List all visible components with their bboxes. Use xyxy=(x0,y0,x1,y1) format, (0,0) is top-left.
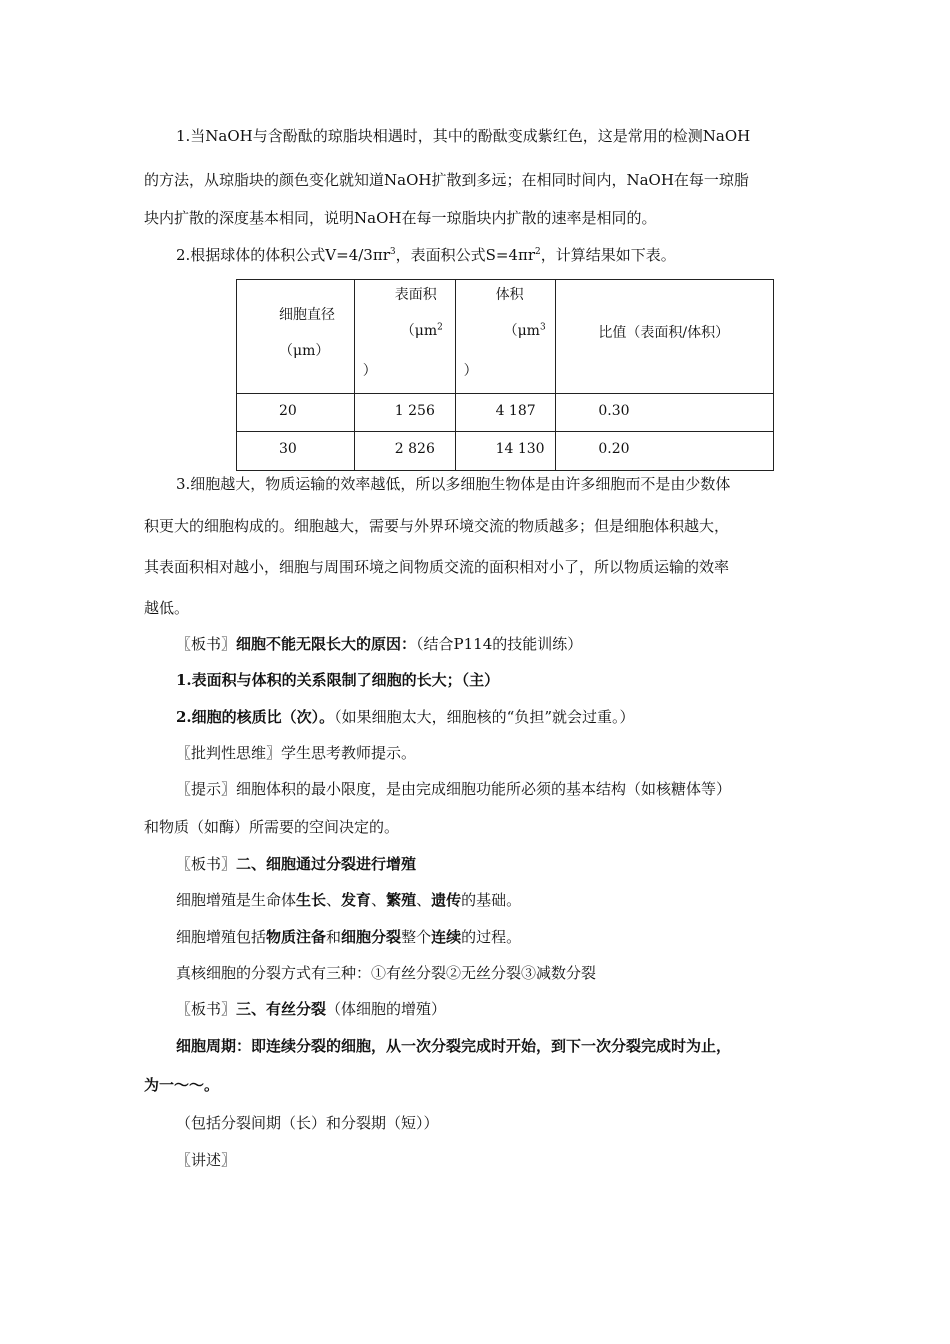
paragraph-1-line-1: 1.当NaOH与含酚酞的琼脂块相遇时，其中的酚酞变成紫红色，这是常用的检测NaOH xyxy=(176,127,751,145)
board-heading: 二、细胞通过分裂进行增殖 xyxy=(236,855,417,873)
board-note-1 xyxy=(176,634,582,654)
superscript-2: 2 xyxy=(535,247,541,257)
header-surface-label: 表面积 xyxy=(394,287,437,303)
paragraph-3-line-3: 其表面积相对越小，细胞与周围环境之间物质交流的面积相对小了，所以物质运输的效率 xyxy=(144,558,730,576)
header-diameter xyxy=(237,280,355,394)
header-volume-unit-text: （μm xyxy=(503,323,540,339)
header-ratio xyxy=(556,280,774,394)
reason-1 xyxy=(176,670,499,690)
table-cell xyxy=(455,394,556,432)
keyword: 细胞分裂 xyxy=(341,928,402,946)
text-segment: 细胞增殖包括 xyxy=(176,928,267,946)
header-surface-sup: 2 xyxy=(437,322,443,333)
paragraph-3-line-2: 积更大的细胞构成的。细胞越大，需要与外界环境交流的物质越多；但是细胞体积越大， xyxy=(144,517,730,535)
superscript-3: 3 xyxy=(389,247,396,257)
cell-volume: 14 130 xyxy=(495,441,545,457)
cell-diameter: 20 xyxy=(279,403,297,419)
text-segment: 整个 xyxy=(401,928,432,946)
paragraph-1-line-2: 的方法，从琼脂块的颜色变化就知道NaOH扩散到多远；在相同时间内，NaOH在每一琼脂 xyxy=(144,171,749,189)
proliferation-line-1 xyxy=(176,890,521,910)
formula-area: ，表面积公式S=4πr xyxy=(395,246,536,264)
cell-cycle-line-1 xyxy=(176,1036,731,1056)
cell-volume: 4 187 xyxy=(495,403,536,419)
cell-cycle-line-2 xyxy=(144,1075,219,1095)
paragraph-2 xyxy=(176,245,676,265)
table-cell xyxy=(455,432,556,471)
cell-cycle-definition: 细胞周期：即连续分裂的细胞，从一次分裂完成时开始，到下一次分裂完成时为止， xyxy=(176,1037,732,1055)
board-tag: 〖板书〗 xyxy=(176,635,237,653)
board-tag: 〖板书〗 xyxy=(176,855,237,873)
keyword: 连续 xyxy=(431,928,462,946)
critical-thinking: 〖批判性思维〗学生思考教师提示。 xyxy=(176,744,417,762)
keyword: 繁殖 xyxy=(386,891,417,909)
keyword: 发育 xyxy=(341,891,372,909)
header-diameter-unit: （μm） xyxy=(279,343,330,359)
reason-2-heading: 2.细胞的核质比（次）。 xyxy=(176,708,335,726)
board-tag: 〖板书〗 xyxy=(176,1000,237,1018)
text-segment: 细胞增殖是生命体 xyxy=(176,891,297,909)
header-surface-unit-text: （μm xyxy=(400,323,438,339)
paragraph-1-line-3: 块内扩散的深度基本相同，说明NaOH在每一琼脂块内扩散的速率是相同的。 xyxy=(144,209,657,227)
formula-volume: 2.根据球体的体积公式V=4/3πr xyxy=(176,246,390,264)
cell-ratio: 0.20 xyxy=(598,441,630,457)
table-cell xyxy=(556,432,774,471)
cell-ratio: 0.30 xyxy=(598,403,630,419)
cell-surface: 1 256 xyxy=(394,403,435,419)
text-segment: 、 xyxy=(371,891,387,909)
text-segment: 的过程。 xyxy=(461,928,522,946)
text-segment: 、 xyxy=(326,891,342,909)
hint-line-1: 〖提示〗细胞体积的最小限度，是由完成细胞功能所必须的基本结构（如核糖体等） xyxy=(176,780,732,798)
text-segment: 、 xyxy=(416,891,432,909)
board-note: （体细胞的增殖） xyxy=(326,1000,447,1018)
header-volume-close: ） xyxy=(463,363,478,379)
header-surface-unit xyxy=(401,320,443,340)
table-row xyxy=(237,394,774,432)
cell-size-table xyxy=(236,279,774,471)
board-heading: 细胞不能无限长大的原因： xyxy=(236,635,417,653)
board-note: （结合P114的技能训练） xyxy=(416,635,583,653)
division-types: 真核细胞的分裂方式有三种：①有丝分裂②无丝分裂③减数分裂 xyxy=(176,964,597,982)
table-cell xyxy=(237,394,355,432)
board-note-2 xyxy=(176,854,416,874)
reason-2 xyxy=(176,707,635,727)
cell-surface: 2 826 xyxy=(394,441,435,457)
board-note-3 xyxy=(176,999,446,1019)
cell-diameter: 30 xyxy=(279,441,297,457)
table-header-row xyxy=(237,280,774,394)
reason-2-note: （如果细胞太大，细胞核的“负担”就会过重。） xyxy=(334,708,635,726)
header-surface xyxy=(354,280,455,394)
keyword: 物质注备 xyxy=(266,928,327,946)
paragraph-3-line-4: 越低。 xyxy=(144,599,190,617)
paragraph-2-tail: ，计算结果如下表。 xyxy=(540,246,676,264)
text-segment: 和 xyxy=(326,928,342,946)
header-volume xyxy=(455,280,556,394)
keyword: 遗传 xyxy=(431,891,462,909)
header-ratio-label: 比值（表面积/体积） xyxy=(598,325,730,341)
table-cell xyxy=(237,432,355,471)
table-cell xyxy=(354,432,455,471)
header-volume-label: 体积 xyxy=(495,287,524,303)
header-surface-close: ） xyxy=(362,363,377,379)
header-volume-unit xyxy=(504,320,546,340)
keyword: 生长 xyxy=(296,891,327,909)
table-row xyxy=(237,432,774,471)
proliferation-line-2 xyxy=(176,927,521,947)
cycle-includes: （包括分裂间期（长）和分裂期（短）） xyxy=(176,1114,439,1132)
cell-cycle-definition-end: 为一～～。 xyxy=(144,1076,220,1094)
header-diameter-label: 细胞直径 xyxy=(279,307,335,323)
lecture-tag: 〖讲述〗 xyxy=(176,1151,237,1169)
table-cell xyxy=(354,394,455,432)
board-heading: 三、有丝分裂 xyxy=(236,1000,327,1018)
paragraph-3-line-1: 3.细胞越大，物质运输的效率越低，所以多细胞生物体是由许多细胞而不是由少数体 xyxy=(176,475,731,493)
table-cell xyxy=(556,394,774,432)
text-segment: 的基础。 xyxy=(461,891,522,909)
header-volume-sup: 3 xyxy=(539,322,546,333)
hint-line-2: 和物质（如酶）所需要的空间决定的。 xyxy=(144,818,400,836)
reason-1-text: 1.表面积与体积的关系限制了细胞的长大；（主） xyxy=(176,671,500,689)
